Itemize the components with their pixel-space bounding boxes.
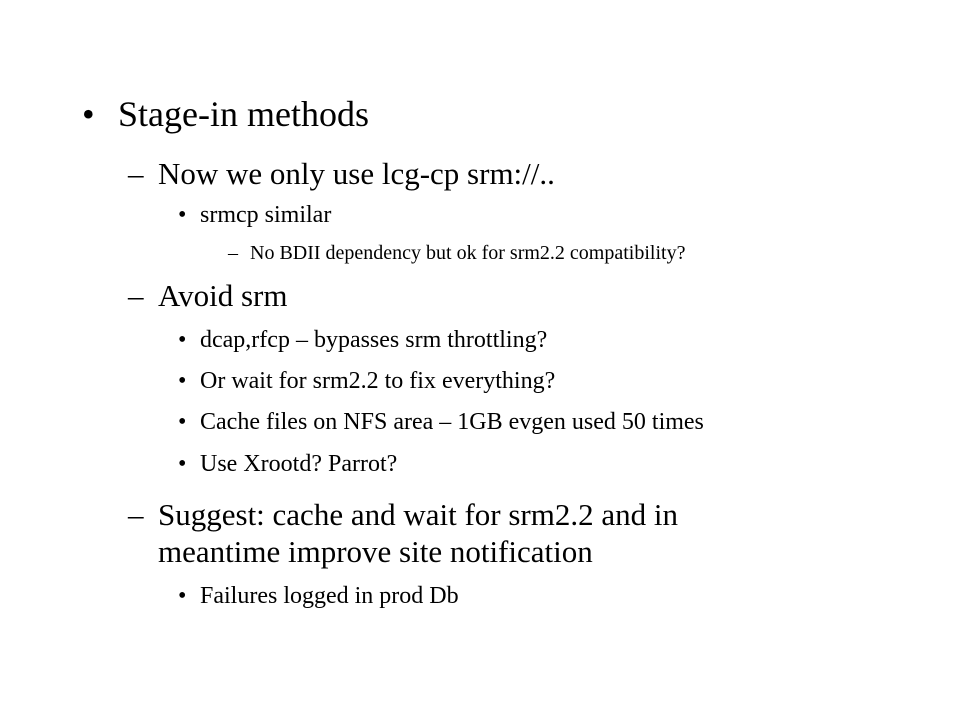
bullet-marker: • [178, 451, 187, 477]
bullet-marker: • [178, 409, 187, 435]
dash-marker: – [128, 156, 144, 191]
item-dcap-rfcp: dcap,rfcp – bypasses srm throttling? [200, 327, 548, 353]
bullet-marker: • [178, 202, 187, 228]
item-failures-logged: Failures logged in prod Db [200, 583, 459, 609]
item-avoid-srm: Avoid srm [158, 278, 288, 313]
bullet-marker: • [82, 94, 95, 134]
bullet-marker: • [178, 583, 187, 609]
item-suggest-line2: meantime improve site notification [158, 534, 593, 569]
item-no-bdii-dependency: No BDII dependency but ok for srm2.2 compatibility? [250, 242, 686, 264]
dash-marker: – [128, 497, 144, 532]
heading-stage-in-methods: Stage-in methods [118, 94, 369, 134]
bullet-marker: • [178, 368, 187, 394]
item-use-xrootd: Use Xrootd? Parrot? [200, 451, 398, 477]
item-or-wait: Or wait for srm2.2 to fix everything? [200, 368, 556, 394]
item-srmcp-similar: srmcp similar [200, 202, 332, 228]
item-suggest-line1: Suggest: cache and wait for srm2.2 and in [158, 497, 678, 532]
item-cache-files: Cache files on NFS area – 1GB evgen used 50 times [200, 409, 704, 435]
dash-marker: – [228, 242, 238, 264]
dash-marker: – [128, 278, 144, 313]
bullet-marker: • [178, 327, 187, 353]
item-now-lcg-cp: Now we only use lcg-cp srm://.. [158, 156, 555, 191]
